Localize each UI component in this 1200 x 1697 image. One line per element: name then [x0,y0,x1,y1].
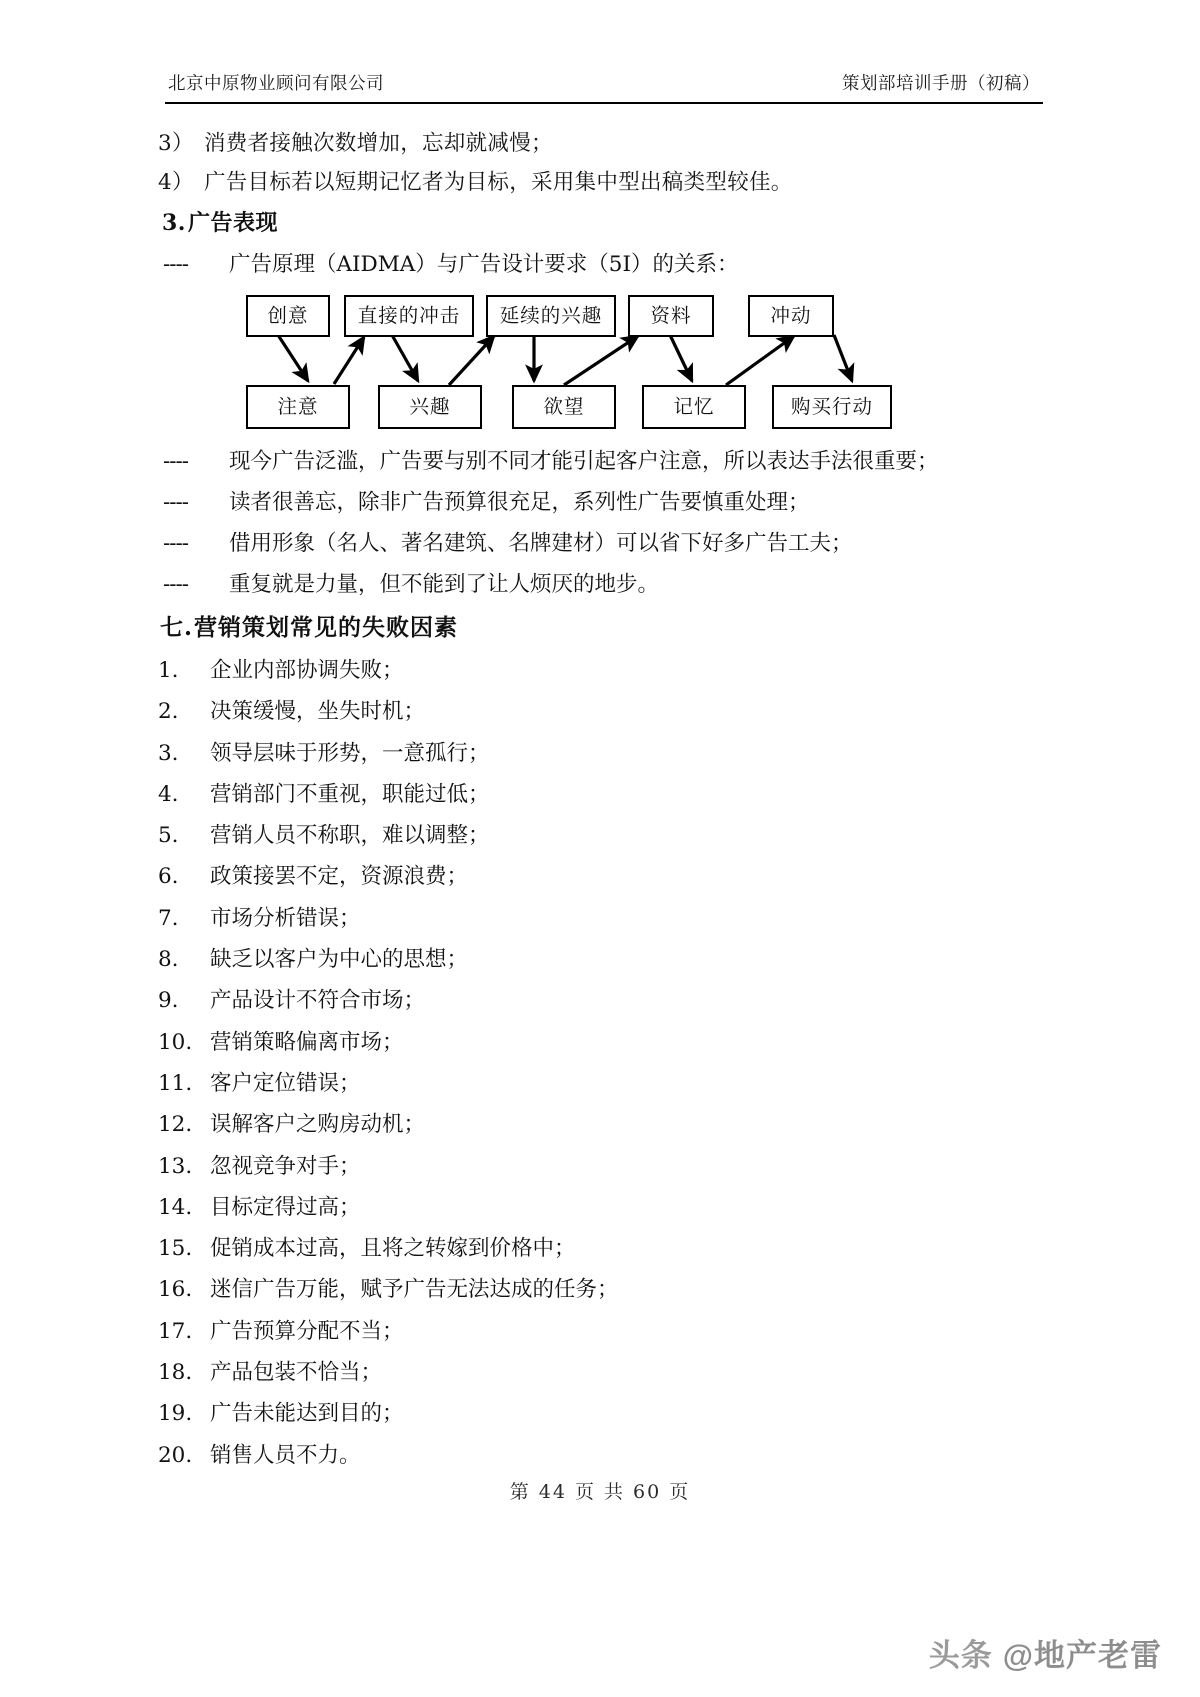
list-item-number: 12. [158,1112,193,1138]
list-item [0,1063,1200,1104]
dash-marker: ---- [163,252,189,277]
list-item-text: 忽视竞争对手； [210,1153,361,1179]
list-item [0,650,1200,691]
list-item [0,1393,1200,1434]
list-item-number: 17. [158,1318,193,1344]
list-item [0,898,1200,939]
list-item-number: 9. [158,988,179,1014]
list-item-number: 5. [158,823,179,849]
list-item [0,939,1200,980]
body-point-text: 消费者接触次数增加，忘却就减慢； [204,131,553,156]
body-point-number: 3） [158,131,194,156]
arrow-attention-to-impact [334,337,364,384]
list-item [0,733,1200,774]
diagram-box-bottom: 兴趣 [378,385,482,429]
diagram-box-bottom: 记忆 [642,385,746,429]
arrow-impulse-to-purchase [834,335,852,381]
list-item-text: 企业内部协调失败； [210,658,404,683]
subsection-heading-text: 广告表现 [188,210,279,236]
diagram-box-top: 直接的冲击 [344,295,474,337]
list-item [0,1104,1200,1145]
body-point-text: 广告目标若以短期记忆者为目标，采用集中型出稿类型较佳。 [204,170,793,195]
list-item-text: 领导层味于形势，一意孤行； [210,740,490,766]
dash-bullet-text: 借用形象（名人、著名建筑、名牌建材）可以省下好多广告工夫； [229,531,853,556]
list-item-number: 13. [158,1153,193,1179]
list-item [0,1022,1200,1063]
list-item-number: 1. [158,658,179,683]
diagram-box-bottom: 购买行动 [772,385,892,429]
dash-bullet [0,523,1200,564]
diagram-intro-line [0,244,1200,285]
dash-bullet [0,441,1200,482]
list-item [0,1228,1200,1269]
arrow-creative-to-attention [278,335,308,381]
list-item-number: 6. [158,864,179,890]
list-item-text: 客户定位错误； [210,1070,361,1096]
list-item-number: 2. [158,699,179,725]
list-item-text: 迷信广告万能，赋予广告无法达成的任务； [210,1277,619,1303]
dash-bullet-text: 重复就是力量，但不能到了让人烦厌的地步。 [229,572,660,597]
arrow-data-to-memory [670,335,692,381]
dash-bullet-text: 现今广告泛滥，广告要与别不同才能引起客户注意，所以表达手法很重要； [229,449,939,474]
list-item-number: 7. [158,905,179,931]
dash-marker: ---- [163,490,189,515]
page-footer: 第 44 页 共 60 页 [509,1481,691,1503]
list-item-number: 19. [158,1401,193,1427]
diagram-box-top: 冲动 [748,295,834,337]
diagram-box-bottom: 欲望 [512,385,616,429]
list-item [0,1146,1200,1187]
list-item-text: 广告未能达到目的； [210,1401,404,1427]
arrow-interest-to-sustained [449,336,494,385]
body-point-number: 4） [158,170,194,195]
document-header [168,70,1040,95]
list-item-text: 促销成本过高，且将之转嫁到价格中； [210,1236,576,1262]
dash-bullet [0,564,1200,605]
diagram-box-top: 延续的兴趣 [486,295,616,337]
body-point [0,124,1200,163]
watermark-handle: @地产老雷 [1002,1638,1162,1673]
aidma-diagram-container [0,289,1200,441]
list-item-text: 产品设计不符合市场； [210,988,426,1014]
aidma-diagram [246,289,896,441]
list-item-text: 营销人员不称职，难以调整； [210,823,490,849]
list-item-text: 营销策略偏离市场； [210,1029,404,1055]
header-company-name: 北京中原物业顾问有限公司 [168,74,384,94]
dash-bullet-text: 读者很善忘，除非广告预算很充足，系列性广告要慎重处理； [229,490,810,515]
arrow-memory-to-impulse [726,336,794,385]
list-item [0,774,1200,815]
list-item-number: 3. [158,740,179,766]
list-item-text: 产品包装不恰当； [210,1360,383,1386]
diagram-box-bottom: 注意 [246,385,350,429]
list-item-text: 销售人员不力。 [210,1442,361,1468]
section-heading-text: 营销策划常见的失败因素 [194,614,458,641]
list-item [0,1311,1200,1352]
list-item-text: 误解客户之购房动机； [210,1112,426,1138]
list-item [0,691,1200,732]
list-item-number: 8. [158,947,179,973]
list-item [0,856,1200,897]
watermark [929,1630,1162,1675]
watermark-brand: 头条 [928,1638,993,1673]
list-item-text: 目标定得过高； [210,1194,361,1220]
list-item-number: 16. [158,1277,193,1303]
section-heading-number: 七. [160,614,194,641]
list-item-text: 市场分析错误； [210,905,361,931]
section-heading [0,605,1200,650]
list-item-number: 14. [158,1194,193,1220]
list-item-number: 11. [158,1070,193,1096]
arrow-impact-to-interest [392,335,418,381]
diagram-intro-text: 广告原理（AIDMA）与广告设计要求（5I）的关系： [229,252,739,277]
diagram-box-top: 创意 [246,295,330,337]
list-item [0,1352,1200,1393]
list-item [0,980,1200,1021]
list-item-number: 15. [158,1236,193,1262]
list-item-text: 决策缓慢，坐失时机； [210,699,426,725]
header-document-title: 策划部培训手册（初稿） [842,74,1040,94]
diagram-box-top: 资料 [628,295,714,337]
dash-marker: ---- [163,449,189,474]
subsection-heading-number: 3. [162,210,186,236]
arrow-desire-to-data [564,336,638,385]
list-item [0,1269,1200,1310]
list-item-number: 10. [158,1029,193,1055]
subsection-heading [0,202,1200,244]
dash-marker: ---- [163,531,189,556]
body-point [0,163,1200,202]
list-item [0,815,1200,856]
list-item [0,1187,1200,1228]
dash-marker: ---- [163,572,189,597]
list-item-number: 20. [158,1442,193,1468]
list-item [0,1435,1200,1476]
header-divider-rule [165,102,1043,104]
list-item-text: 政策接罢不定，资源浪费； [210,864,469,890]
dash-bullet [0,482,1200,523]
list-item-number: 18. [158,1360,193,1386]
list-item-text: 广告预算分配不当； [210,1318,404,1344]
list-item-text: 缺乏以客户为中心的思想； [210,947,469,973]
list-item-number: 4. [158,781,179,807]
document-body [0,124,1200,1476]
list-item-text: 营销部门不重视，职能过低； [210,781,490,807]
